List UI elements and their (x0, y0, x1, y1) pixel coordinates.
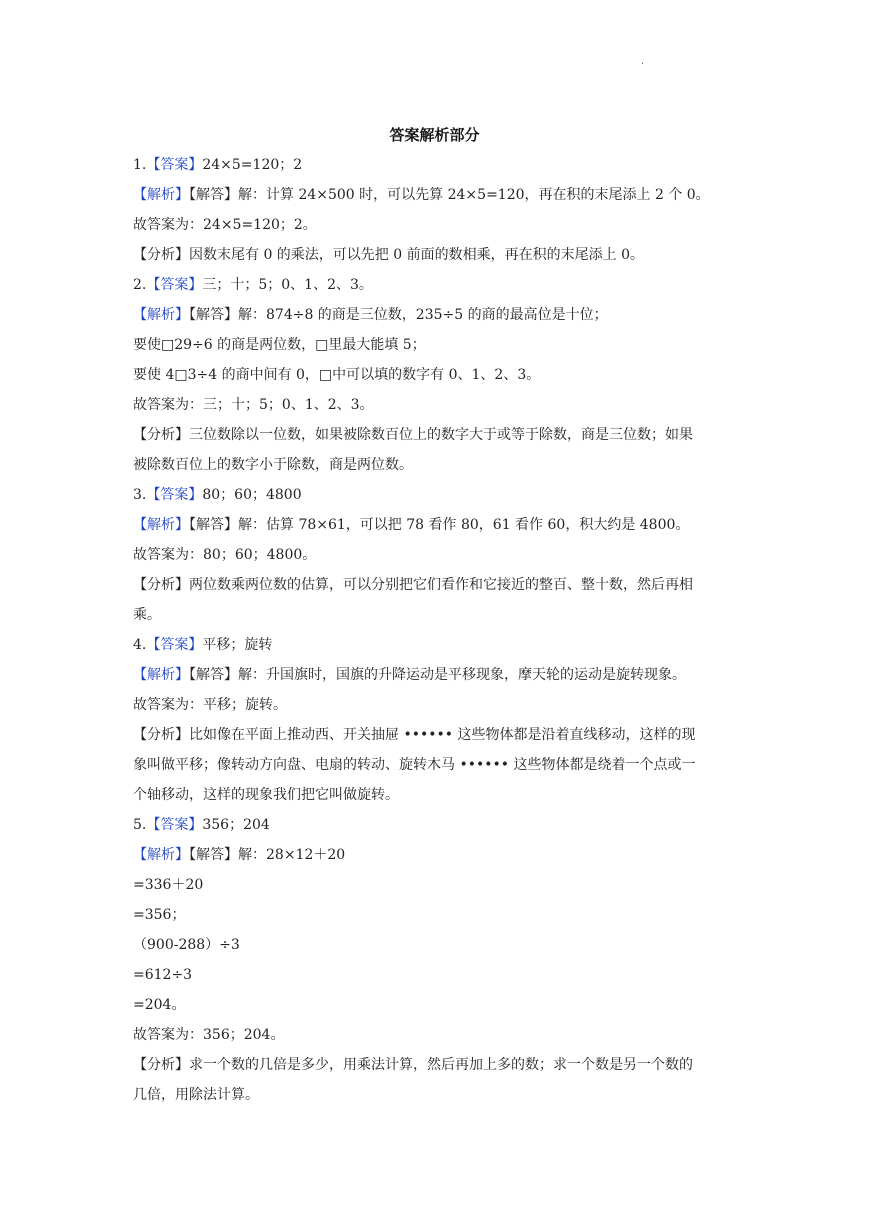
q4-answer-line (133, 630, 741, 660)
q5-solution: 解：28×12＋20 (238, 847, 346, 863)
q1-solution: 解：计算 24×500 时，可以先算 24×5=120，再在积的末尾添上 2 个 0。 (238, 187, 710, 203)
q4-explain-line-2: 象叫做平移；像转动方向盘、电扇的转动、旋转木马 •••••• 这些物体都是绕着一个点或一 (133, 757, 696, 773)
q2-final-line: 故答案为：三；十；5；0、1、2、3。 (133, 397, 374, 413)
q4-final-line: 故答案为：平移；旋转。 (133, 697, 287, 713)
q2-explain-line (133, 420, 741, 450)
q5-step-5: =612÷3 (133, 967, 193, 983)
q4-number: 4. (133, 637, 147, 653)
analysis-tag: 【解析】 (133, 307, 189, 323)
q4-solution: 解：升国旗时，国旗的升降运动是平移现象，摩天轮的运动是旋转现象。 (238, 667, 686, 683)
q5-step-2: =336＋20 (133, 877, 204, 893)
analysis-tag: 【解析】 (133, 667, 189, 683)
answer-tag: 【答案】 (146, 817, 203, 833)
q4-answer: 平移；旋转 (202, 637, 273, 653)
q3-answer: 80；60；4800 (202, 487, 302, 503)
q4-solution-line (133, 660, 741, 690)
q3-final-line: 故答案为：80；60；4800。 (133, 547, 317, 563)
q3-number: 3. (133, 487, 147, 503)
analysis-tag: 【解析】 (133, 847, 189, 863)
answer-content (133, 150, 741, 1110)
explain-tag: 【分析】 (133, 577, 189, 593)
q4-explain-line-3: 个轴移动，这样的现象我们把它叫做旋转。 (133, 787, 399, 803)
answer-tag: 【答案】 (146, 487, 203, 503)
q2-solution: 解：874÷8 的商是三位数，235÷5 的商的最高位是十位； (238, 307, 608, 323)
q5-explain: 求一个数的几倍是多少，用乘法计算，然后再加上多的数；求一个数是另一个数的 (189, 1057, 693, 1073)
q5-answer: 356；204 (202, 817, 270, 833)
q1-explain-line (133, 240, 741, 270)
q5-step-3: =356； (133, 907, 186, 923)
q5-final-line: 故答案为：356；204。 (133, 1027, 285, 1043)
q3-solution-line (133, 510, 741, 540)
q2-number: 2. (133, 277, 147, 293)
answer-tag: 【答案】 (146, 637, 203, 653)
q1-number: 1. (133, 157, 147, 173)
corner-mark: . (641, 56, 645, 67)
q3-explain: 两位数乘两位数的估算，可以分别把它们看作和它接近的整百、整十数，然后再相 (189, 577, 693, 593)
q4-explain: 比如像在平面上推动西、开关抽屉 •••••• 这些物体都是沿着直线移动，这样的现 (189, 727, 696, 743)
analysis-tag: 【解析】 (133, 517, 189, 533)
q3-explain-line-2: 乘。 (133, 607, 161, 623)
solution-tag: 【解答】 (189, 847, 238, 863)
q3-solution: 解：估算 78×61，可以把 78 看作 80，61 看作 60，积大约是 4800。 (238, 517, 690, 533)
explain-tag: 【分析】 (133, 1057, 189, 1073)
q5-explain-line (133, 1050, 741, 1080)
explain-tag: 【分析】 (133, 727, 189, 743)
q2-solution-line-2: 要使□29÷6 的商是两位数，□里最大能填 5； (133, 337, 426, 353)
q5-step-4: （900-288）÷3 (133, 937, 240, 953)
q2-answer: 三；十；5；0、1、2、3。 (202, 277, 373, 293)
answer-tag: 【答案】 (146, 157, 203, 173)
q2-answer-line (133, 270, 741, 300)
q1-final-line: 故答案为：24×5=120；2。 (133, 217, 317, 233)
q3-answer-line (133, 480, 741, 510)
q2-solution-line (133, 300, 741, 330)
analysis-tag: 【解析】 (133, 187, 189, 203)
q2-explain-line-2: 被除数百位上的数字小于除数，商是两位数。 (133, 457, 413, 473)
q3-explain-line (133, 570, 741, 600)
explain-tag: 【分析】 (133, 247, 189, 263)
page-title: 答案解析部分 (389, 126, 480, 144)
answer-tag: 【答案】 (146, 277, 203, 293)
explain-tag: 【分析】 (133, 427, 189, 443)
q4-explain-line (133, 720, 741, 750)
q5-answer-line (133, 810, 741, 840)
q1-answer-line (133, 150, 741, 180)
q2-explain: 三位数除以一位数，如果被除数百位上的数字大于或等于除数，商是三位数；如果 (189, 427, 693, 443)
q5-explain-line-2: 几倍，用除法计算。 (133, 1087, 259, 1103)
q1-explain: 因数末尾有 0 的乘法，可以先把 0 前面的数相乘，再在积的末尾添上 0。 (189, 247, 644, 263)
solution-tag: 【解答】 (189, 667, 238, 683)
q5-number: 5. (133, 817, 147, 833)
solution-tag: 【解答】 (189, 307, 238, 323)
solution-tag: 【解答】 (189, 517, 238, 533)
q1-solution-line (133, 180, 741, 210)
q1-answer: 24×5=120；2 (202, 157, 303, 173)
q5-step-6: =204。 (133, 997, 186, 1013)
solution-tag: 【解答】 (189, 187, 238, 203)
q2-solution-line-3: 要使 4□3÷4 的商中间有 0，□中可以填的数字有 0、1、2、3。 (133, 367, 541, 383)
q5-solution-line (133, 840, 741, 870)
